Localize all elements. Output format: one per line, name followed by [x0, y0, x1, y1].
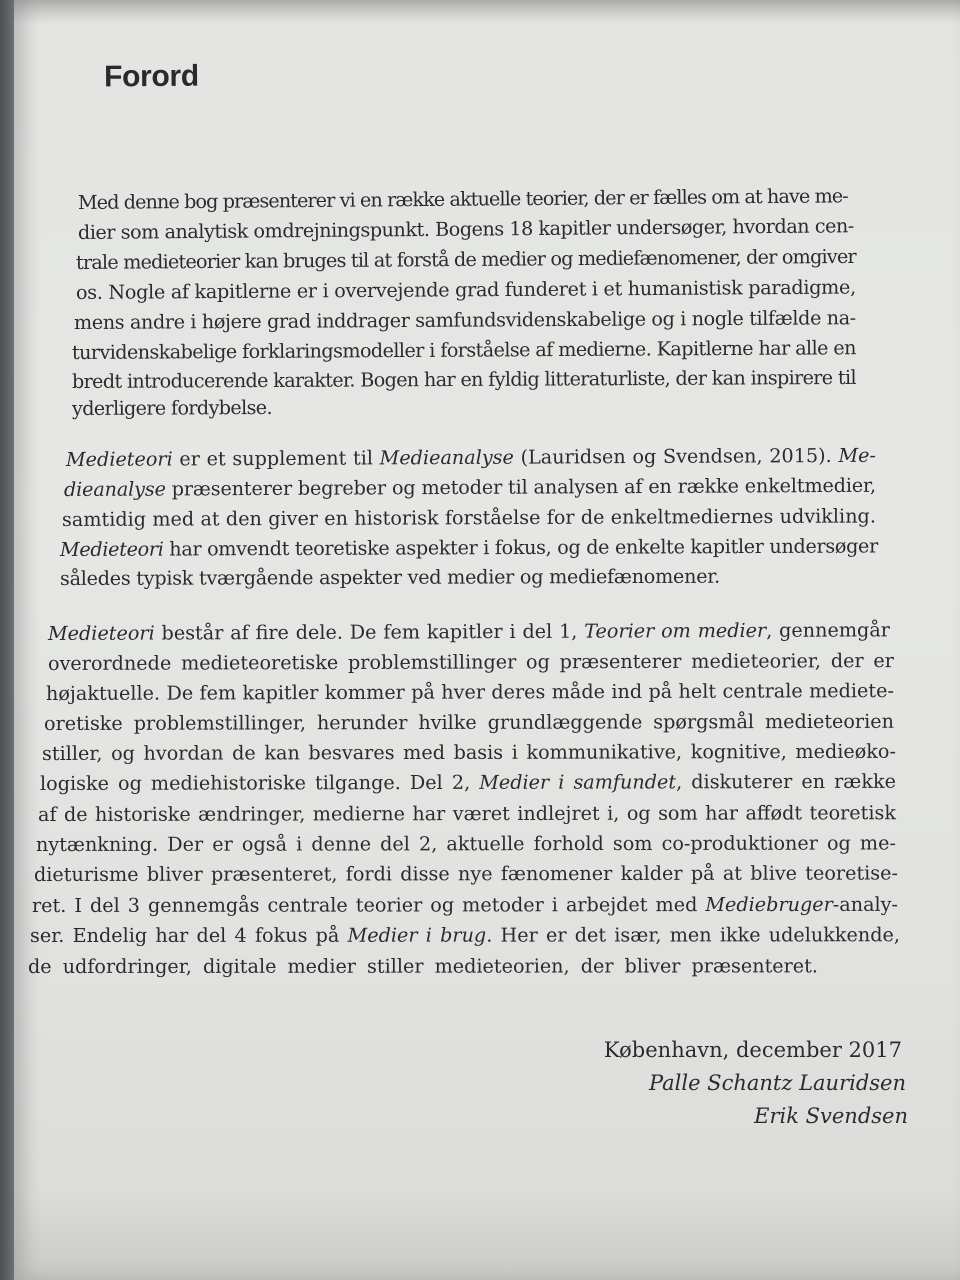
- text-line: [75, 275, 856, 304]
- text-run: turvidenskabelige forklaringsmodeller i forståelse af medierne. Kapitlerne har alle en: [71, 336, 856, 364]
- text-run: ser. Endelig har del 4 fokus på: [29, 923, 348, 947]
- text-run: af de historiske ændringer, medierne har været indlejret i, og som har affødt teoretisk: [37, 801, 896, 826]
- italic-title: Medieteori: [47, 621, 155, 645]
- text-run: præsenterer begreber og metoder til analysen af en række enkeltmedier,: [165, 473, 876, 501]
- italic-title: dieanalyse: [63, 477, 166, 501]
- text-run: højaktuelle. De fem kapitler kommer på hver deres måde ind på helt centrale mediete-: [45, 679, 894, 705]
- text-line: [39, 769, 896, 795]
- italic-title: Me-: [838, 443, 876, 467]
- text-line: [71, 365, 856, 393]
- italic-title: Medieteori: [59, 537, 164, 561]
- italic-title: Mediebruger: [705, 892, 833, 917]
- text-line: [78, 186, 848, 212]
- text-run: mens andre i højere grad inddrager samfundsvidenskabelige og i nogle tilfælde na-: [73, 306, 856, 334]
- text-line: [65, 443, 876, 471]
- text-line: [75, 244, 856, 274]
- text-line: [74, 308, 856, 332]
- text-run: stiller, og hvordan de kan besvares med basis i kommunikative, kognitive, medieøko-: [41, 739, 896, 765]
- text-run: (Lauridsen og Svendsen, 2015).: [513, 443, 839, 469]
- italic-title: Medieanalyse: [379, 445, 514, 470]
- text-line: [28, 956, 818, 976]
- text-line: [34, 863, 898, 884]
- text-run: , gennemgår: [766, 618, 890, 642]
- text-run: , diskuterer en række: [676, 769, 896, 794]
- text-line: [59, 564, 720, 590]
- text-run: oretiske problemstillinger, herunder hvilke grundlæggende spørgsmål medieteorien: [43, 709, 894, 735]
- text-run: har omvendt teoretiske aspekter i fokus, og de enkelte kapitler undersøger: [163, 534, 878, 561]
- signature-place-date: København, december 2017: [603, 1038, 902, 1062]
- page-heading: Forord: [103, 59, 199, 94]
- text-line: [31, 892, 898, 917]
- italic-title: Teorier om medier: [584, 618, 767, 643]
- text-line: [46, 681, 894, 703]
- text-run: trale medieteorier kan bruges til at forstå de medier og mediefænomener, der omgiver: [75, 244, 856, 274]
- text-line: [30, 925, 900, 945]
- text-line: [48, 620, 890, 643]
- text-line: [41, 739, 896, 765]
- text-line: [38, 803, 896, 824]
- text-line: [48, 651, 894, 673]
- text-run: således typisk tværgående aspekter ved medier og mediefænomener.: [59, 564, 720, 590]
- page-shadow: [14, 0, 960, 24]
- text-run: dier som analytisk omdrejningspunkt. Bogens 18 kapitler undersøger, hvordan cen-: [77, 214, 854, 244]
- text-run: består af fire dele. De fem kapitler i del 1,: [154, 619, 585, 645]
- text-line: [72, 338, 856, 362]
- text-line: [62, 506, 876, 529]
- signature-author-1: Palle Schantz Lauridsen: [648, 1071, 906, 1095]
- page-shade: [14, 1190, 960, 1280]
- text-run: yderligere fordybelse.: [71, 395, 272, 420]
- italic-title: Medier i brug: [347, 923, 487, 947]
- text-run: samtidig med at den giver en historisk forståelse for de enkeltmediernes udvikling.: [61, 504, 876, 531]
- text-line: [78, 216, 854, 242]
- text-line: [36, 833, 896, 854]
- italic-title: Medier i samfundet: [479, 770, 677, 794]
- italic-title: Medieteori: [65, 447, 173, 471]
- text-run: overordnede medieteoretiske problemstillinger og præsenterer medieteorier, der er: [47, 649, 894, 675]
- text-run: nytænkning. Der er også i denne del 2, aktuelle forhold som co-produktioner og me-: [35, 831, 896, 856]
- text-run: de udfordringer, digitale medier stiller medieteorien, der bliver præsenteret.: [27, 954, 818, 978]
- text-run: er et supplement til: [172, 446, 380, 471]
- text-run: os. Nogle af kapitlerne er i overvejende grad funderet i et humanistisk paradigme,: [75, 275, 856, 304]
- signature-author-2: Erik Svendsen: [754, 1104, 908, 1128]
- book-page: [14, 0, 960, 1280]
- text-line: [63, 473, 876, 501]
- text-run: . Her er det især, men ikke udelukkende,: [486, 923, 900, 947]
- text-run: -analy-: [832, 892, 898, 916]
- text-run: Med denne bog præsenterer vi en række aktuelle teorier, der er fælles om at have me-: [77, 184, 848, 214]
- text-run: dieturisme bliver præsenteret, fordi disse nye fænomener kalder på at blive teoretise-: [33, 861, 898, 886]
- text-run: bredt introducerende karakter. Bogen har en fyldig litteraturliste, der kan inspirere til: [71, 365, 856, 393]
- text-run: ret. I del 3 gennemgås centrale teorier og metoder i arbejdet med: [31, 893, 706, 917]
- text-run: logiske og mediehistoriske tilgange. Del 2,: [39, 770, 480, 795]
- text-line: [60, 536, 878, 559]
- text-line: [43, 709, 894, 735]
- text-line: [71, 395, 272, 420]
